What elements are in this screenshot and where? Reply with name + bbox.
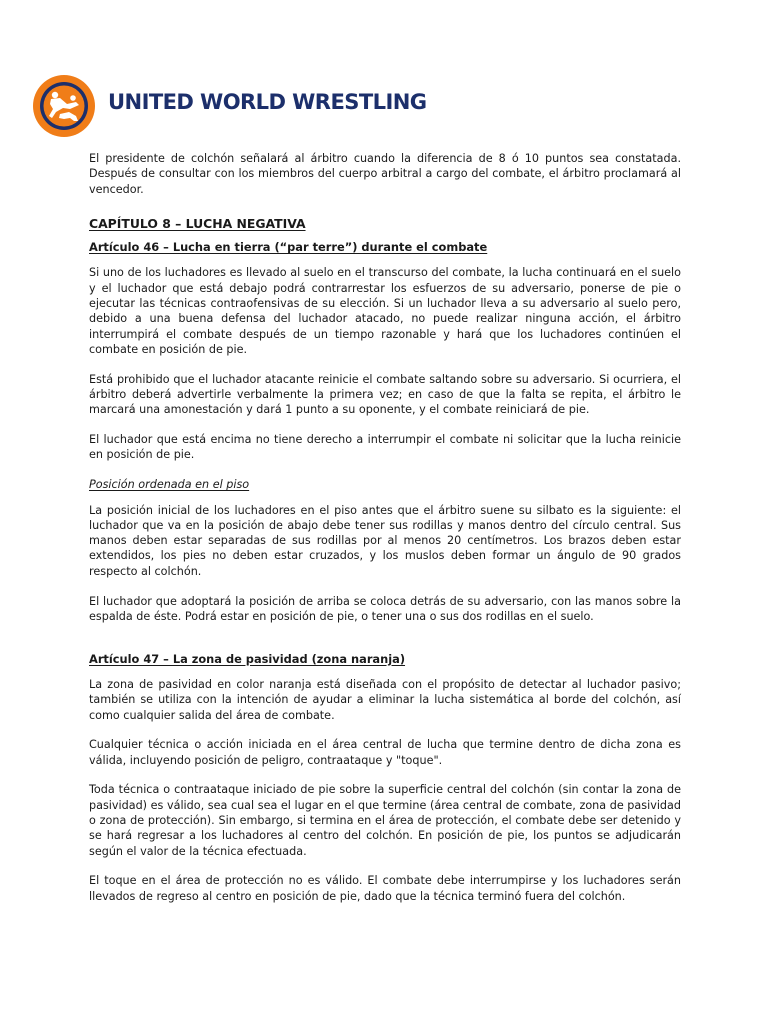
subsection-paragraph-1: La posición inicial de los luchadores en el piso antes que el árbitro suene su silbato es la siguiente: el luchador que va en la posición de abajo debe tener sus rodillas y manos dentro del círculo central. Sus manos deben estar separadas de sus rodillas por al menos 20 centímetros. Los brazos deben estar extendidos, los pies no deben estar cruzados, y los muslos deben formar un ángulo de 90 grados respecto al colchón. bbox=[89, 503, 681, 578]
article-47-paragraph-3: Toda técnica o contraataque iniciado de pie sobre la superficie central del colchón (sin contar la zona de pasividad) es válido, sea cual sea el lugar en el que termine (área central de combate, zona de pasividad o zona de protección). Sin embargo, si termina en el área de protección, el combate debe ser detenido y se hará regresar a los luchadores al centro del colchón. En posición de pie, los puntos se adjudicarán según el valor de la técnica efectuada. bbox=[89, 783, 681, 858]
document-body bbox=[89, 151, 681, 918]
subsection-paragraph-2: El luchador que adoptará la posición de arriba se coloca detrás de su adversario, con las manos sobre la espalda de éste. Podrá estar en posición de pie, o tener una o sus dos rodillas en el suelo. bbox=[89, 594, 681, 623]
article-47-paragraph-2: Cualquier técnica o acción iniciada en el área central de lucha que termine dentro de dicha zona es válida, incluyendo posición de peligro, contraataque y "toque". bbox=[89, 738, 681, 767]
uww-wrestlers-logo-icon bbox=[32, 74, 96, 138]
chapter-title: CAPÍTULO 8 – LUCHA NEGATIVA bbox=[89, 215, 306, 231]
section-spacer bbox=[89, 639, 681, 652]
article-46-paragraph-3: El luchador que está encima no tiene derecho a interrumpir el combate ni solicitar que la lucha reinicie en posición de pie. bbox=[89, 433, 681, 462]
brand-name: UNITED WORLD WRESTLING bbox=[108, 90, 427, 115]
article-46-paragraph-1: Si uno de los luchadores es llevado al suelo en el transcurso del combate, la lucha continuará en el suelo y el luchador que está debajo podrá contrarrestar los esfuerzos de su adversario, ponerse de pie o ejecutar las técnicas contraofensivas de su elección. Si un luchador lleva a su adversario al suelo pero, debido a una buena defensa del luchador atacado, no puede realizar ninguna acción, el árbitro interrumpirá el combate después de un tiempo razonable y hará que los luchadores continúen el combate en posición de pie. bbox=[89, 266, 681, 356]
article-47-paragraph-4: El toque en el área de protección no es válido. El combate debe interrumpirse y los luchadores serán llevados de regreso al centro en posición de pie, dado que la técnica terminó fuera del colchón. bbox=[89, 874, 681, 903]
paragraph-intro: El presidente de colchón señalará al árbitro cuando la diferencia de 8 ó 10 puntos sea constatada. Después de consultar con los miembros del cuerpo arbitral a cargo del combate, el árbitro proclamará al vencedor. bbox=[89, 152, 681, 196]
subsection-title: Posición ordenada en el piso bbox=[89, 478, 250, 492]
article-46-paragraph-2: Está prohibido que el luchador atacante reinicie el combate saltando sobre su adversario. Si ocurriera, el árbitro deberá advertirle verbalmente la primera vez; en caso de que la falta se repita, el árbitro le marcará una amonestación y dará 1 punto a su oponente, y el combate reiniciará de pie. bbox=[89, 372, 681, 417]
article-47-paragraph-1: La zona de pasividad en color naranja está diseñada con el propósito de detectar al luchador pasivo; también se utiliza con la intención de ayudar a eliminar la lucha sistemática al borde del colchón, así como cualquier salida del área de combate. bbox=[89, 677, 681, 722]
article-47-title: Artículo 47 – La zona de pasividad (zona naranja) bbox=[89, 651, 406, 666]
document-header bbox=[32, 74, 432, 138]
article-46-title: Artículo 46 – Lucha en tierra (“par terre”) durante el combate bbox=[89, 240, 488, 255]
